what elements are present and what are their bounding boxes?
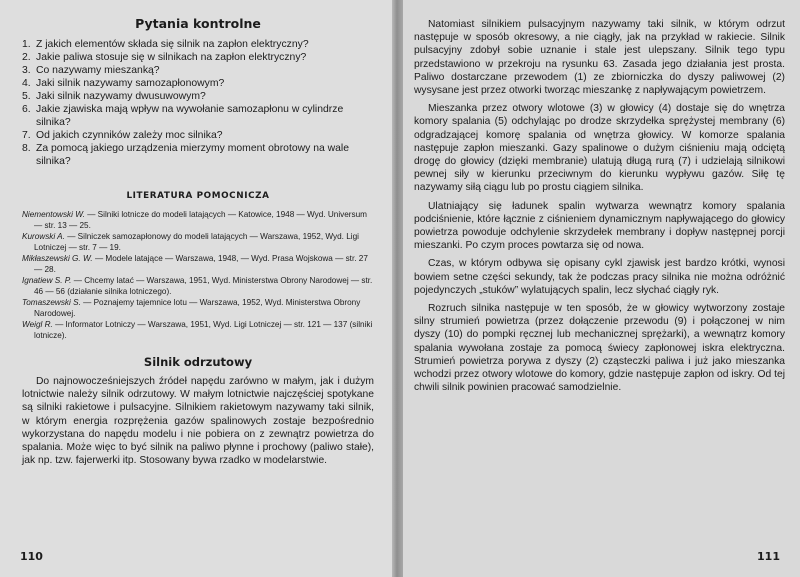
page-number: 110 — [20, 550, 43, 563]
literature-entry — [22, 253, 374, 275]
literature-author: Kurowski A. — [22, 232, 65, 241]
left-page-content — [22, 16, 374, 467]
literature-entry — [22, 319, 374, 341]
right-page — [403, 0, 800, 577]
literature-text: — Modele latające — Warszawa, 1948, — Wyd. Prasa Wojskowa — str. 27 — 28. — [34, 254, 368, 274]
body-paragraph: Do najnowocześniejszych źródeł napędu zarówno w małym, jak i dużym lotnictwie należy silnik odrzutowy. W małym lotnictwie najczęściej spotykane są silniki rakietowe i pulsacyjne. Silnikiem rakietowym nazywamy taki silnik, w którym energia rozprężenia gazów spalinowych zostaje bezpośrednio wykorzystana do napędu modelu i nie pobiera on z zewnątrz powietrza do spalania. Może więc to być silnik na paliwo płynne i prochowy (paliwo stałe), jak np. tzw. fajerwerki itp. Stosowany bywa rzadko w modelarstwie. — [22, 376, 374, 467]
body-paragraph: Czas, w którym odbywa się opisany cykl zjawisk jest bardzo krótki, wynosi bowiem setne części sekundy, tak że podczas pracy silnika nie można odróżnić pojedynczych „stuków” wylatujących spalin, lecz słychać ciągły ryk. — [414, 258, 785, 296]
literature-text: — Poznajemy tajemnice lotu — Warszawa, 1952, Wyd. Ministerstwa Obrony Narodowej. — [34, 298, 361, 318]
literature-author: Weigl R. — [22, 320, 53, 329]
literature-text: — Silniczek samozapłonowy do modeli latających — Warszawa, 1952, Wyd. Ligi Lotniczej — str. 7 — 19. — [34, 232, 359, 252]
question-text: Co nazywamy mieszanką? — [36, 65, 160, 76]
section-title: Silnik odrzutowy — [143, 355, 253, 369]
question-item — [22, 38, 374, 51]
literature-author: Mikłaszewski G. W. — [22, 254, 93, 263]
question-number: 8. — [22, 143, 31, 154]
question-number: 6. — [22, 104, 31, 115]
literature-entry — [22, 209, 374, 231]
right-page-content — [414, 18, 785, 399]
question-number: 1. — [22, 39, 31, 50]
question-text: Jaki silnik nazywamy dwusuwowym? — [36, 91, 206, 102]
literature-entry — [22, 275, 374, 297]
question-number: 4. — [22, 78, 31, 89]
question-item — [22, 90, 374, 103]
question-item — [22, 129, 374, 142]
literature-text: — Silniki lotnicze do modeli latających — Katowice, 1948 — Wyd. Universum — str. 13 — 25. — [34, 210, 367, 230]
question-number: 7. — [22, 130, 31, 141]
body-paragraph: Rozruch silnika następuje w ten sposób, że w głowicy wytworzony zostaje silny strumień powietrza (przez dołączenie przewodu (9) i połączonej w nim dyszy (10) do pompki ręcznej lub mechanicznej sprężarki), a wewnątrz komory spalania wywołana zostaje za pomocą świecy zapłonowej iskra elektryczna. Strumień powietrza porywa z dyszy (2) cząsteczki paliwa i już jako mieszanka wchodzi przez otwory wlotowe do komory, gdzie następuje zapłon od iskry. Od tej chwili silnik powinien pracować samodzielnie. — [414, 303, 785, 394]
question-item — [22, 64, 374, 77]
question-text: Jakie zjawiska mają wpływ na wywołanie samozapłonu w cylindrze silnika? — [36, 104, 344, 128]
literature-text: — Chcemy latać — Warszawa, 1951, Wyd. Ministerstwa Obrony Narodowej — str. 46 — 56 (działanie silnika lotniczego). — [34, 276, 373, 296]
question-item — [22, 51, 374, 64]
question-text: Jakie paliwa stosuje się w silnikach na zapłon elektryczny? — [36, 52, 307, 63]
question-number: 3. — [22, 65, 31, 76]
question-item — [22, 77, 374, 90]
questions-list — [22, 38, 374, 168]
question-item — [22, 142, 374, 168]
body-paragraph: Natomiast silnikiem pulsacyjnym nazywamy taki silnik, w którym odrzut następuje w sposób okresowy, a nie ciągły, jak na przykład w rakiecie. Silnik pulsacyjny zdobył sobie uznanie i stale jest ulepszany. Silnik tego typu przedstawiono w przekroju na rysunku 63. Zasada jego działania jest prosta. Paliwo dostarczane przewodem (1) ze zbiorniczka do dyszy paliwowej (2) wysysane jest przez otworki tworząc mieszankę z napływającym powietrzem. — [414, 19, 785, 97]
literature-entry — [22, 297, 374, 319]
literature-author: Niementowski W. — [22, 210, 85, 219]
questions-title: Pytania kontrolne — [135, 16, 261, 31]
question-text: Z jakich elementów składa się silnik na zapłon elektryczny? — [36, 39, 309, 50]
question-text: Od jakich czynników zależy moc silnika? — [36, 130, 223, 141]
literature-title: LITERATURA POMOCNICZA — [126, 191, 270, 201]
question-text: Jaki silnik nazywamy samozapłonowym? — [36, 78, 225, 89]
literature-text: — Informator Lotniczy — Warszawa, 1951, Wyd. Ligi Lotniczej — str. 121 — 137 (silniki lotnicze). — [34, 320, 373, 340]
book-gutter — [392, 0, 403, 577]
question-number: 5. — [22, 91, 31, 102]
page-number: 111 — [757, 550, 780, 563]
body-paragraph: Ulatniający się ładunek spalin wytwarza wewnątrz komory spalania podciśnienie, które łącznie z ciśnieniem dynamicznym napływającego do głowicy powietrza powoduje odchylenie skrzydełek membrany i dopływ następnej porcji mieszanki. Po czym proces powtarza się od nowa. — [414, 200, 785, 252]
literature-author: Tomaszewski S. — [22, 298, 81, 307]
question-number: 2. — [22, 52, 31, 63]
question-text: Za pomocą jakiego urządzenia mierzymy moment obrotowy na wale silnika? — [36, 143, 350, 167]
question-item — [22, 103, 374, 129]
left-page — [0, 0, 392, 577]
literature-entry — [22, 231, 374, 253]
body-paragraph: Mieszanka przez otwory wlotowe (3) w głowicy (4) dostaje się do wnętrza komory spalania (5) odchylając po drodze skrzydełka sprężystej membrany (6) odgradzającej komorę spalania od wnętrza głowicy. W komorze spalania następuje zapłon mieszanki. Gazy spalinowe o dużym ciśnieniu mają odciętą drogę do głowicy (dzięki membranie) ulatują długą rurą (7) i udzielają silnikowi pewnej siły w kierunku przeciwnym do kierunku wypływu gazów. Siłę tę nazywamy siłą ciągu lub po prostu ciągiem silnika. — [414, 103, 785, 194]
literature-author: Ignatiew S. P. — [22, 276, 72, 285]
